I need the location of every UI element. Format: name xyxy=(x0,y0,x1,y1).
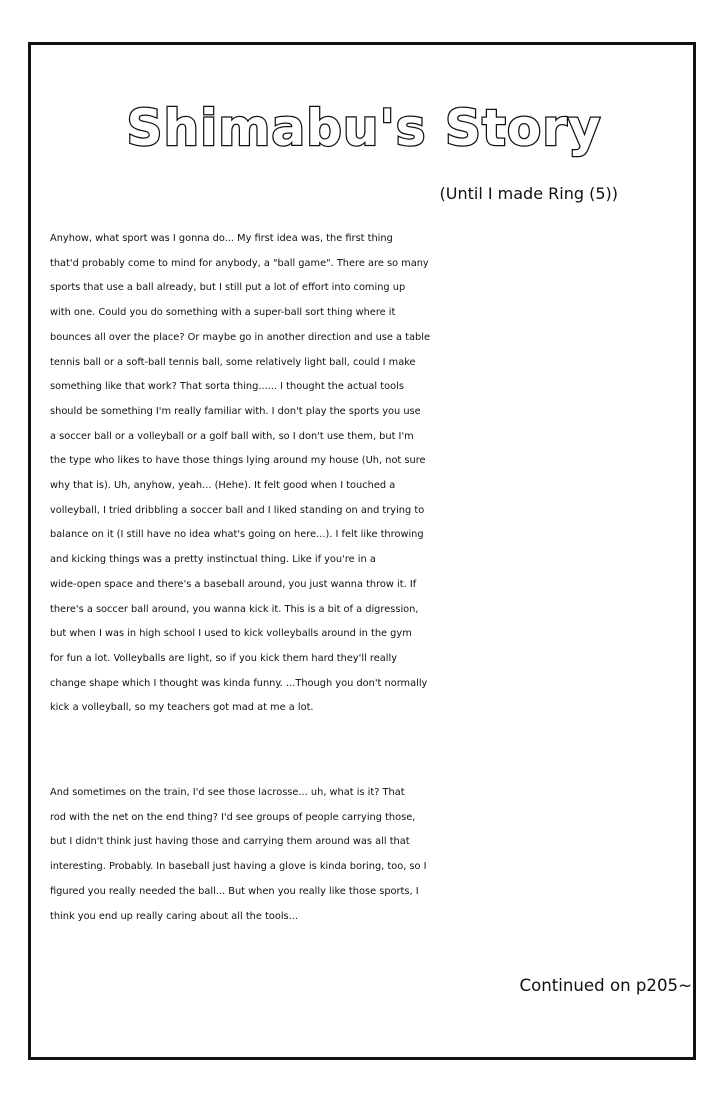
page-title: Shimabu's Story xyxy=(126,99,602,157)
page-subtitle: (Until I made Ring (5)) xyxy=(439,184,618,203)
text-line: sports that use a ball already, but I still put a lot of effort into coming up xyxy=(50,282,406,294)
paragraph-2 xyxy=(50,781,690,929)
text-line: the type who likes to have those things lying around my house (Uh, not sure xyxy=(50,455,426,467)
text-line: change shape which I thought was kinda funny. ...Though you don't normally xyxy=(50,677,428,689)
text-line: interesting. Probably. In baseball just having a glove is kinda boring, too, so I xyxy=(50,861,427,873)
text-line: think you end up really caring about all the tools... xyxy=(50,910,299,922)
text-line: for fun a lot. Volleyballs are light, so if you kick them hard they'll really xyxy=(50,652,397,664)
text-line: And sometimes on the train, I'd see those lacrosse... uh, what is it? That xyxy=(50,787,405,798)
text-line: and kicking things was a pretty instinctual thing. Like if you're in a xyxy=(50,554,376,566)
text-line: something like that work? That sorta thing...... I thought the actual tools xyxy=(50,381,404,393)
continued-note: Continued on p205~ xyxy=(519,976,692,995)
text-line: with one. Could you do something with a super-ball sort thing where it xyxy=(50,307,396,319)
text-line: Anyhow, what sport was I gonna do... My first idea was, the first thing xyxy=(50,233,393,244)
paragraph-1 xyxy=(50,227,690,721)
text-line: rod with the net on the end thing? I'd see groups of people carrying those, xyxy=(50,811,416,823)
text-line: but I didn't think just having those and carrying them around was all that xyxy=(50,836,410,848)
text-line: figured you really needed the ball... But when you really like those sports, I xyxy=(50,885,419,897)
text-line: that'd probably come to mind for anybody, a "ball game". There are so many xyxy=(50,257,429,269)
text-line: balance on it (I still have no idea what's going on here...). I felt like throwing xyxy=(50,529,424,541)
text-line: but when I was in high school I used to kick volleyballs around in the gym xyxy=(50,628,412,640)
text-line: kick a volleyball, so my teachers got mad at me a lot. xyxy=(50,702,314,714)
text-line: volleyball, I tried dribbling a soccer ball and I liked standing on and trying to xyxy=(50,504,425,516)
text-line: a soccer ball or a volleyball or a golf ball with, so I don't use them, but I'm xyxy=(50,430,414,442)
text-line: wide-open space and there's a baseball around, you just wanna throw it. If xyxy=(50,578,417,590)
text-line: should be something I'm really familiar with. I don't play the sports you use xyxy=(50,405,421,417)
text-line: bounces all over the place? Or maybe go in another direction and use a table xyxy=(50,331,430,343)
text-line: there's a soccer ball around, you wanna kick it. This is a bit of a digression, xyxy=(50,603,419,615)
text-line: why that is). Uh, anyhow, yeah... (Hehe). It felt good when I touched a xyxy=(50,480,396,492)
text-line: tennis ball or a soft-ball tennis ball, some relatively light ball, could I make xyxy=(50,356,416,368)
